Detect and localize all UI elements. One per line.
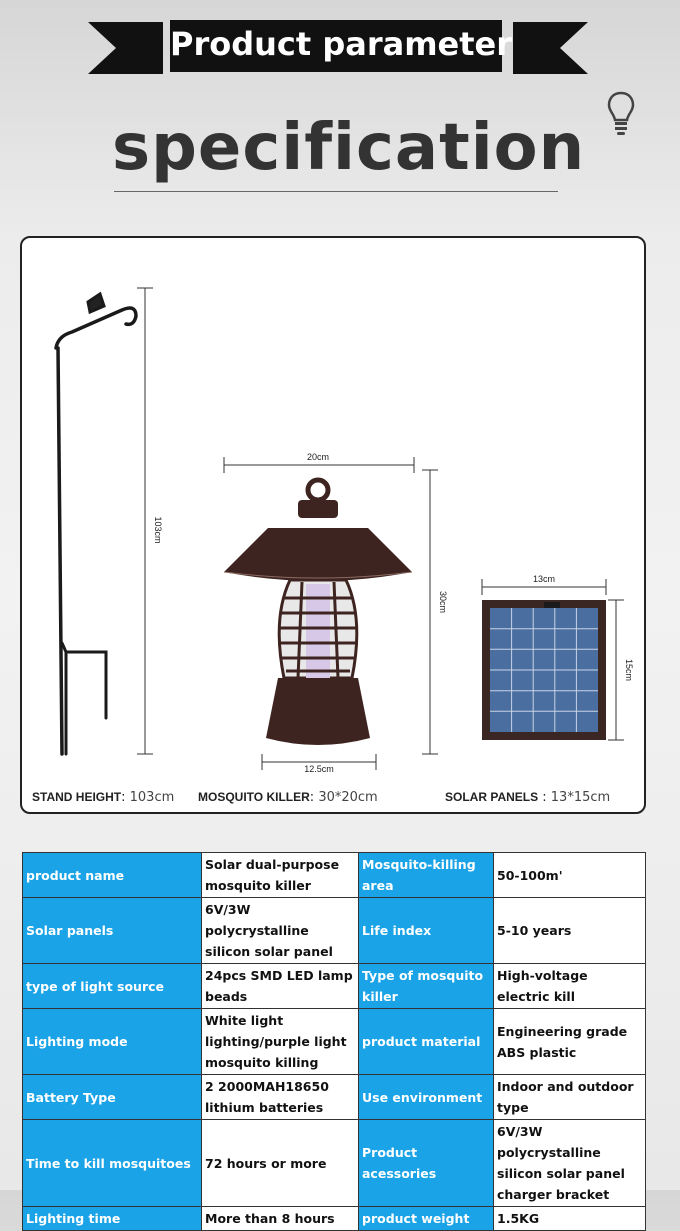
spec-key: product weight: [359, 1207, 494, 1231]
killer-caption-label: MOSQUITO KILLER: [198, 790, 310, 804]
killer-caption: [198, 790, 378, 805]
spec-value: 5-10 years: [494, 898, 646, 964]
solar-caption-value: 13*15cm: [550, 790, 611, 805]
panel-width-mark: 13cm: [532, 574, 556, 584]
spec-key: product material: [359, 1009, 494, 1075]
spec-value: 2 2000MAH18650 lithium batteries: [202, 1075, 359, 1120]
table-row: [23, 1207, 646, 1231]
spec-value: High-voltage electric kill: [494, 964, 646, 1009]
killer-base-mark: 12.5cm: [304, 764, 334, 774]
spec-key: type of light source: [23, 964, 202, 1009]
killer-caption-sep: :: [309, 790, 315, 805]
table-row: [23, 853, 646, 898]
spec-value: 50-100m': [494, 853, 646, 898]
spec-table: [22, 852, 646, 1231]
spec-key: Product acessories: [359, 1120, 494, 1207]
spec-value: 24pcs SMD LED lamp beads: [202, 964, 359, 1009]
spec-key: Life index: [359, 898, 494, 964]
spec-value: More than 8 hours: [202, 1207, 359, 1231]
page-title: specification: [112, 111, 586, 185]
spec-value: 72 hours or more: [202, 1120, 359, 1207]
stand-caption-sep: :: [121, 790, 126, 805]
killer-caption-value: 30*20cm: [318, 790, 378, 805]
spec-value: 6V/3W polycrystalline silicon solar panel charger bracket: [494, 1120, 646, 1207]
spec-value: Indoor and outdoor type: [494, 1075, 646, 1120]
spec-value: Engineering grade ABS plastic: [494, 1009, 646, 1075]
panel-height-mark: 15cm: [624, 658, 634, 682]
product-drawings: [22, 238, 644, 812]
stand-drawing: [56, 294, 136, 754]
solar-caption: [445, 790, 610, 805]
table-row: [23, 964, 646, 1009]
spec-key: Type of mosquito killer: [359, 964, 494, 1009]
mosquito-killer-drawing: [224, 480, 412, 745]
table-row: [23, 1009, 646, 1075]
table-row: [23, 1075, 646, 1120]
stand-caption: [32, 790, 174, 805]
spec-key: Solar panels: [23, 898, 202, 964]
spec-key: Time to kill mosquitoes: [23, 1120, 202, 1207]
spec-value: White light lighting/purple light mosquito killing: [202, 1009, 359, 1075]
product-illustration-panel: [20, 236, 646, 814]
spec-key: Lighting time: [23, 1207, 202, 1231]
spec-key: Lighting mode: [23, 1009, 202, 1075]
table-row: [23, 1120, 646, 1207]
banner-title: Product parameter: [170, 20, 502, 72]
spec-key: Battery Type: [23, 1075, 202, 1120]
stand-caption-value: 103cm: [129, 790, 175, 805]
solar-caption-label: SOLAR PANELS: [445, 790, 539, 804]
stand-height-mark: 103cm: [153, 516, 163, 544]
spec-key: Mosquito-killing area: [359, 853, 494, 898]
spec-key: product name: [23, 853, 202, 898]
lightbulb-icon: [606, 90, 636, 136]
table-row: [23, 898, 646, 964]
spec-value: Solar dual-purpose mosquito killer: [202, 853, 359, 898]
stand-caption-label: STAND HEIGHT: [32, 790, 122, 804]
killer-height-mark: 30cm: [438, 590, 448, 614]
solar-caption-sep: :: [538, 790, 551, 805]
spec-key: Use environment: [359, 1075, 494, 1120]
solar-panel-drawing: [482, 600, 606, 740]
spec-value: 1.5KG: [494, 1207, 646, 1231]
spec-value: 6V/3W polycrystalline silicon solar panel: [202, 898, 359, 964]
title-divider: [114, 191, 558, 192]
killer-width-mark: 20cm: [306, 452, 330, 462]
